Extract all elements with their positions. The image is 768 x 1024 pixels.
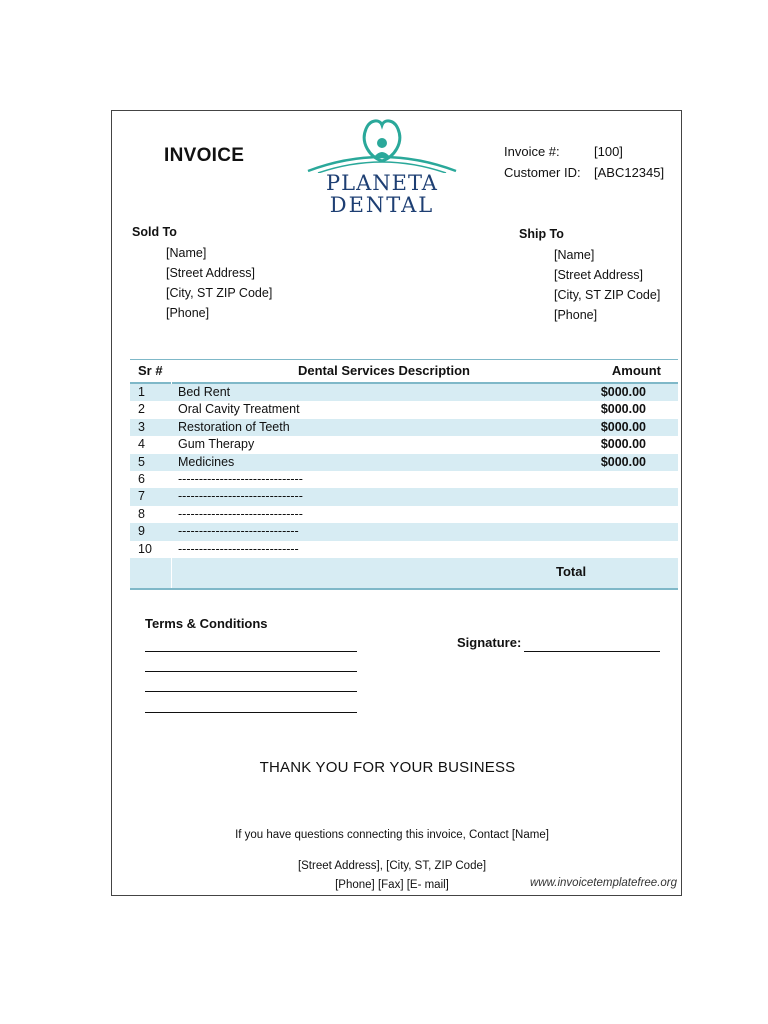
- header-amount: Amount: [611, 363, 661, 378]
- terms-title: Terms & Conditions: [145, 616, 268, 631]
- table-row: [130, 523, 678, 540]
- sold-to-phone: [Phone]: [166, 306, 210, 320]
- terms-line[interactable]: [145, 691, 357, 692]
- row-description: Medicines: [178, 454, 235, 469]
- header-description: Dental Services Description: [298, 363, 470, 378]
- row-amount: $000.00: [600, 437, 646, 452]
- terms-line[interactable]: [145, 671, 357, 672]
- sold-to-name: [Name]: [166, 246, 207, 260]
- row-description: Bed Rent: [178, 385, 231, 399]
- contact-line: If you have questions connecting this invoice, Contact [Name]: [235, 829, 549, 841]
- ship-to-name: [Name]: [554, 248, 595, 262]
- table-row: [130, 541, 678, 558]
- column-divider: [171, 558, 172, 588]
- terms-line[interactable]: [145, 712, 357, 713]
- services-table: [130, 359, 678, 590]
- row-sr: 5: [138, 454, 145, 469]
- logo-text-dental: DENTAL: [329, 193, 435, 217]
- invoice-title: INVOICE: [164, 145, 245, 166]
- ship-to-street: [Street Address]: [554, 268, 643, 282]
- tooth-arc-icon: [304, 113, 460, 173]
- total-row: [130, 558, 678, 590]
- header-sr: Sr #: [138, 363, 163, 378]
- table-row: [130, 419, 678, 436]
- row-sr: 1: [138, 385, 145, 399]
- signature-label: Signature:: [457, 635, 522, 650]
- row-sr: 6: [138, 471, 145, 486]
- invoice-number-value: [100]: [594, 144, 623, 159]
- row-amount: $000.00: [600, 402, 646, 417]
- customer-id-value: [ABC12345]: [594, 165, 665, 180]
- sold-to-title: Sold To: [132, 225, 177, 239]
- sold-to-street: [Street Address]: [166, 266, 255, 280]
- address-line: [Street Address], [City, ST, ZIP Code]: [297, 860, 487, 872]
- row-description: ------------------------------: [178, 489, 303, 504]
- thank-you-message: THANK YOU FOR YOUR BUSINESS: [259, 759, 516, 776]
- table-row: [130, 384, 678, 401]
- customer-id: [504, 165, 674, 183]
- table-header: [130, 359, 678, 384]
- website-link[interactable]: www.invoicetemplatefree.org: [530, 877, 678, 889]
- table-row: [130, 454, 678, 471]
- phone-line: [Phone] [Fax] [E- mail]: [335, 879, 449, 891]
- row-description: Oral Cavity Treatment: [178, 402, 300, 417]
- planeta-dental-logo: [304, 113, 460, 223]
- invoice-page: [111, 110, 682, 896]
- table-row: [130, 436, 678, 453]
- row-description: -----------------------------: [178, 524, 299, 539]
- row-amount: $000.00: [600, 454, 646, 469]
- logo-text-planeta: PLANETA: [326, 171, 438, 195]
- row-sr: 10: [138, 541, 152, 556]
- signature-line[interactable]: [524, 651, 660, 652]
- row-sr: 3: [138, 419, 145, 434]
- row-description: ------------------------------: [178, 506, 303, 521]
- row-sr: 8: [138, 506, 145, 521]
- table-row: [130, 488, 678, 505]
- table-row: [130, 471, 678, 488]
- invoice-number-label: Invoice #:: [504, 144, 560, 159]
- row-amount: $000.00: [600, 385, 646, 399]
- customer-id-label: Customer ID:: [504, 165, 581, 180]
- table-row: [130, 401, 678, 418]
- row-description: Restoration of Teeth: [178, 419, 290, 434]
- row-sr: 9: [138, 524, 145, 539]
- total-label: Total: [556, 563, 587, 579]
- ship-to-phone: [Phone]: [554, 308, 598, 322]
- row-description: Gum Therapy: [178, 437, 255, 452]
- sold-to-city: [City, ST ZIP Code]: [166, 286, 273, 300]
- row-sr: 2: [138, 402, 145, 417]
- row-sr: 4: [138, 437, 145, 452]
- table-row: [130, 506, 678, 523]
- ship-to-title: Ship To: [519, 227, 564, 241]
- row-sr: 7: [138, 489, 145, 504]
- invoice-number: [504, 144, 674, 162]
- row-amount: $000.00: [600, 419, 646, 434]
- ship-to-city: [City, ST ZIP Code]: [554, 288, 661, 302]
- row-description: -----------------------------: [178, 541, 299, 556]
- row-description: ------------------------------: [178, 471, 303, 486]
- terms-line[interactable]: [145, 651, 357, 652]
